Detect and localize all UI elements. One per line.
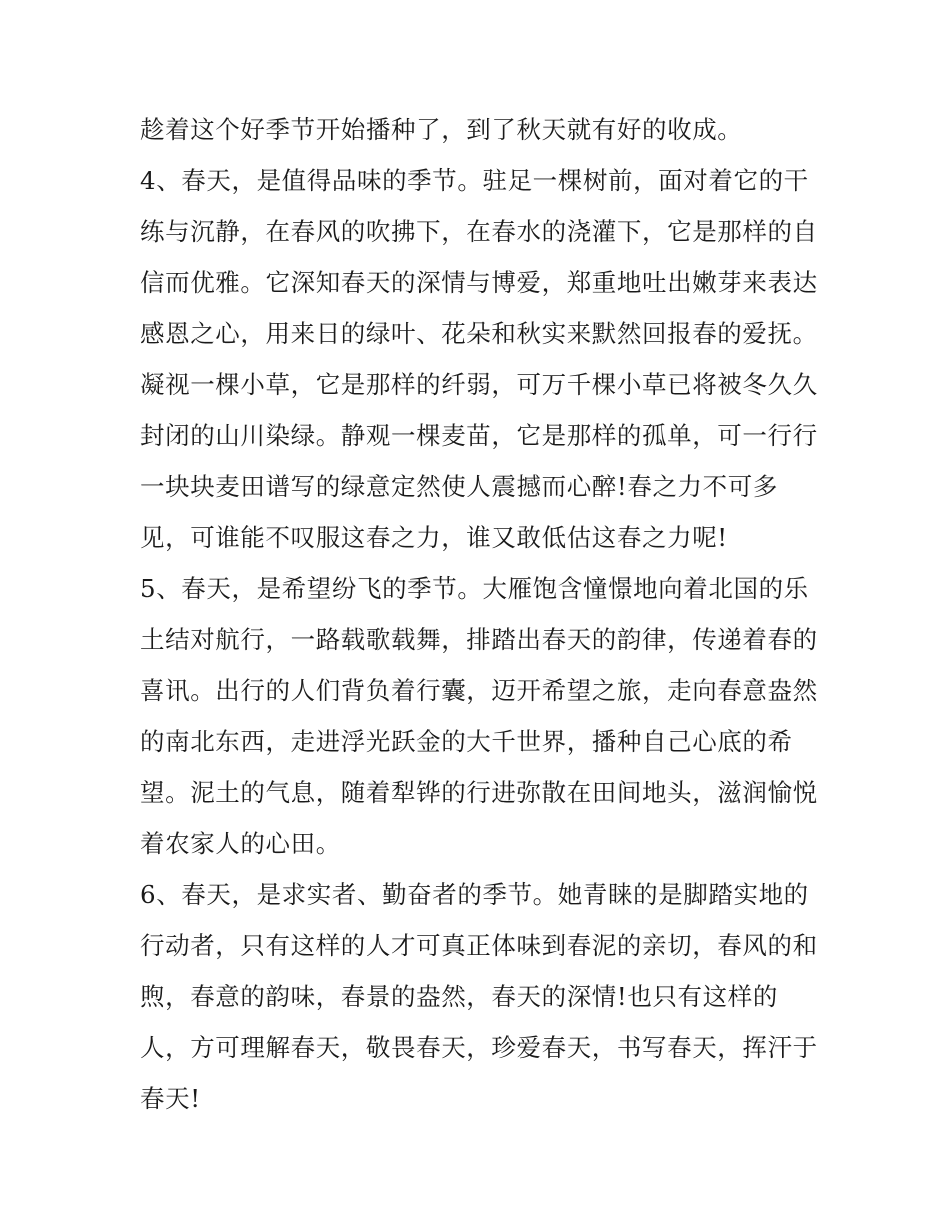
text-line: 见，可谁能不叹服这春之力，谁又敢低估这春之力呢!	[140, 523, 728, 552]
text-line: 着农家人的心田。	[140, 829, 341, 858]
text-line: 喜讯。出行的人们背负着行囊，迈开希望之旅，走向春意盎然	[140, 676, 818, 705]
text-line: 春天!	[140, 1084, 201, 1113]
text-line: 凝视一棵小草，它是那样的纤弱，可万千棵小草已将被冬久久	[140, 370, 818, 399]
text-line: 感恩之心，用来日的绿叶、花朵和秋实来默然回报春的爱抚。	[140, 319, 818, 348]
text-line: 练与沉静，在春风的吹拂下，在春水的浇灌下，它是那样的自	[140, 217, 818, 246]
text-line: 的南北东西，走进浮光跃金的大千世界，播种自己心底的希	[140, 727, 793, 756]
body-text	[140, 104, 830, 1124]
text-line: 封闭的山川染绿。静观一棵麦苗，它是那样的孤单，可一行行	[140, 421, 818, 450]
text-line: 信而优雅。它深知春天的深情与博爱，郑重地吐出嫩芽来表达	[140, 268, 818, 297]
text-line: 趁着这个好季节开始播种了，到了秋天就有好的收成。	[140, 115, 743, 144]
text-line: 煦，春意的韵味，春景的盎然，春天的深情!也只有这样的	[140, 982, 778, 1011]
text-line: 望。泥土的气息，随着犁铧的行进弥散在田间地头，滋润愉悦	[140, 778, 818, 807]
text-line: 一块块麦田谱写的绿意定然使人震撼而心醉!春之力不可多	[140, 472, 778, 501]
text-line: 土结对航行，一路载歌载舞，排踏出春天的韵律，传递着春的	[140, 625, 818, 654]
text-line: 5、春天，是希望纷飞的季节。大雁饱含憧憬地向着北国的乐	[140, 574, 809, 603]
text-line: 4、春天，是值得品味的季节。驻足一棵树前，面对着它的干	[140, 166, 809, 195]
text-line: 人，方可理解春天，敬畏春天，珍爱春天，书写春天，挥汗于	[140, 1033, 818, 1062]
text-line: 6、春天，是求实者、勤奋者的季节。她青睐的是脚踏实地的	[140, 880, 809, 909]
text-line: 行动者，只有这样的人才可真正体味到春泥的亲切，春风的和	[140, 931, 818, 960]
